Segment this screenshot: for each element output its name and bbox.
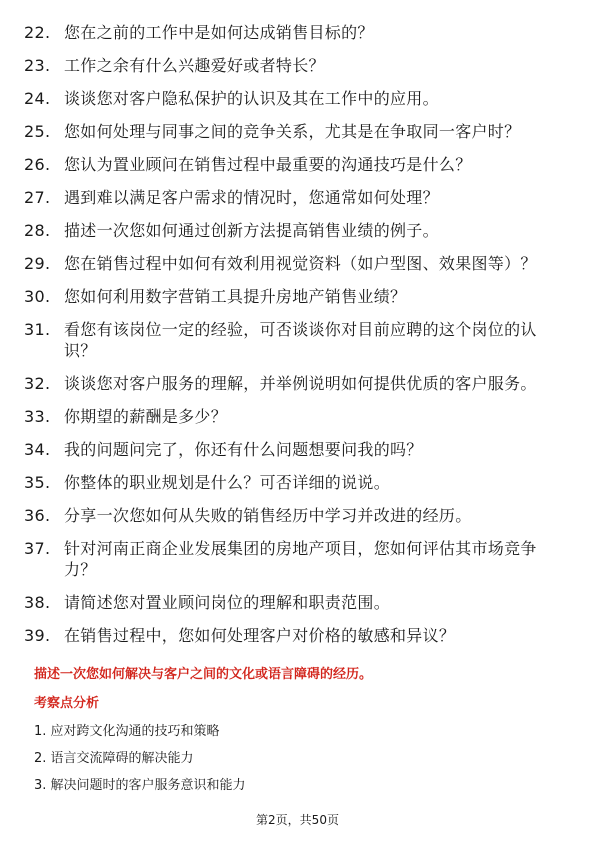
- question-number: 38.: [24, 593, 51, 612]
- question-item: [0, 406, 595, 427]
- question-number: 39.: [24, 626, 51, 645]
- page-footer: 第2页，共50页: [256, 813, 339, 827]
- question-item: [0, 55, 595, 76]
- question-text: 描述一次您如何通过创新方法提高销售业绩的例子。: [64, 221, 439, 240]
- question-text: 请简述您对置业顾问岗位的理解和职责范围。: [64, 593, 391, 612]
- question-number: 22.: [24, 23, 51, 42]
- question-item: [0, 625, 595, 646]
- question-item: [0, 253, 595, 274]
- question-item: [0, 505, 595, 526]
- question-number: 37.: [24, 539, 51, 558]
- highlight-section: [34, 666, 574, 804]
- question-number: 28.: [24, 221, 51, 240]
- question-text: 分享一次您如何从失败的销售经历中学习并改进的经历。: [64, 506, 472, 525]
- question-text: 您在销售过程中如何有效利用视觉资料（如户型图、效果图等）？: [64, 254, 537, 273]
- analysis-point: 2. 语言交流障碍的解决能力: [34, 751, 194, 766]
- question-item: [0, 592, 595, 613]
- question-text: 您在之前的工作中是如何达成销售目标的？: [64, 23, 374, 42]
- analysis-heading: 考察点分析: [34, 696, 100, 711]
- question-item: [0, 373, 595, 394]
- question-number: 30.: [24, 287, 51, 306]
- question-number: 36.: [24, 506, 51, 525]
- question-text: 您认为置业顾问在销售过程中最重要的沟通技巧是什么？: [64, 155, 472, 174]
- question-text: 看您有该岗位一定的经验，可否谈谈你对目前应聘的这个岗位的认识？: [64, 320, 537, 360]
- question-number: 27.: [24, 188, 51, 207]
- question-text: 你期望的薪酬是多少？: [64, 407, 228, 426]
- analysis-list: [34, 723, 574, 795]
- question-text: 谈谈您对客户服务的理解，并举例说明如何提供优质的客户服务。: [64, 374, 537, 393]
- question-item: [0, 319, 595, 361]
- question-item: [0, 538, 595, 580]
- question-text: 遇到难以满足客户需求的情况时，您通常如何处理？: [64, 188, 439, 207]
- question-list: [0, 22, 595, 658]
- question-item: [0, 187, 595, 208]
- question-number: 34.: [24, 440, 51, 459]
- question-item: [0, 439, 595, 460]
- question-text: 您如何利用数字营销工具提升房地产销售业绩？: [64, 287, 407, 306]
- question-number: 32.: [24, 374, 51, 393]
- question-number: 31.: [24, 320, 51, 339]
- question-item: [0, 154, 595, 175]
- question-text: 谈谈您对客户隐私保护的认识及其在工作中的应用。: [64, 89, 439, 108]
- question-number: 35.: [24, 473, 51, 492]
- question-item: [0, 22, 595, 43]
- question-item: [0, 472, 595, 493]
- question-number: 26.: [24, 155, 51, 174]
- question-item: [0, 286, 595, 307]
- question-number: 29.: [24, 254, 51, 273]
- question-text: 工作之余有什么兴趣爱好或者特长？: [64, 56, 325, 75]
- question-item: [0, 88, 595, 109]
- question-text: 我的问题问完了，你还有什么问题想要问我的吗？: [64, 440, 423, 459]
- question-number: 24.: [24, 89, 51, 108]
- question-item: [0, 220, 595, 241]
- question-number: 25.: [24, 122, 51, 141]
- highlight-question-title: 描述一次您如何解决与客户之间的文化或语言障碍的经历。: [34, 667, 373, 682]
- question-item: [0, 121, 595, 142]
- analysis-point: 3. 解决问题时的客户服务意识和能力: [34, 778, 246, 793]
- analysis-point: 1. 应对跨文化沟通的技巧和策略: [34, 724, 220, 739]
- question-number: 33.: [24, 407, 51, 426]
- question-text: 您如何处理与同事之间的竞争关系，尤其是在争取同一客户时？: [64, 122, 521, 141]
- question-text: 针对河南正商企业发展集团的房地产项目，您如何评估其市场竞争力？: [64, 539, 537, 579]
- question-text: 在销售过程中，您如何处理客户对价格的敏感和异议？: [64, 626, 456, 645]
- question-number: 23.: [24, 56, 51, 75]
- question-text: 你整体的职业规划是什么？可否详细的说说。: [64, 473, 391, 492]
